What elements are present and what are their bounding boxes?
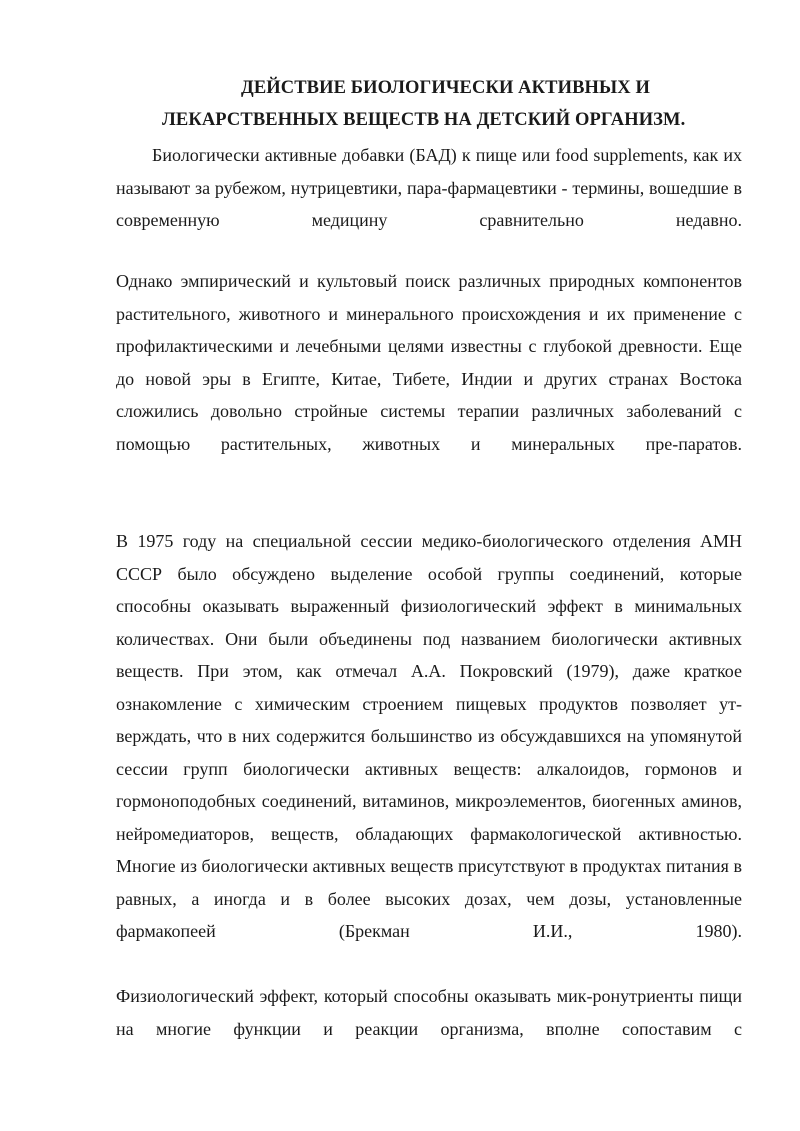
paragraph-physiological-effect: Физиологический эффект, который способны оказывать мик-ронутриенты пищи на многие функции и реакции организма, вполне сопоставим с xyxy=(116,986,742,1039)
document-title-line-2: ЛЕКАРСТВЕННЫХ ВЕЩЕСТВ НА ДЕТСКИЙ ОРГАНИЗМ. xyxy=(162,110,686,130)
paragraph-history: Однако эмпирический и культовый поиск различных природных компонентов растительного, животного и минерального происхождения и их применение с профилактическими и лечебными целями известны с глубокой древности. Еще до новой эры в Египте, Китае, Тибете, Индии и других странах Востока сложились довольно стройные системы терапии различных заболеваний с помощью растительных, животных и минеральных пре-паратов. xyxy=(116,271,742,454)
paragraph-intro: Биологически активные добавки (БАД) к пище или food supplements, как их называют за рубежом, нутрицевтики, пара-фармацевтики - термины, вошедшие в современную медицину сравнительно недавно. xyxy=(116,145,742,230)
document-title-line-1: ДЕЙСТВИЕ БИОЛОГИЧЕСКИ АКТИВНЫХ И xyxy=(241,78,650,98)
paragraph-1975-session: В 1975 году на специальной сессии медико-биологического отделения АМН СССР было обсуждено выделение особой группы соединений, которые способны оказывать выраженный физиологический эффект в минимальных количествах. Они были объединены под названием биологически активных веществ. При этом, как отмечал А.А. Покровский (1979), даже краткое ознакомление с химическим строением пищевых продуктов позволяет ут-верждать, что в них содержится большинство из обсуждавшихся на упомянутой сессии групп биологически активных веществ: алкалоидов, гормонов и гормоноподобных соединений, витаминов, микроэлементов, биогенных аминов, нейромедиаторов, веществ, обладающих фармакологической активностью. Многие из биологически активных веществ присутствуют в продуктах питания в равных, а иногда и в более высоких дозах, чем дозы, установленные фармакопеей (Брекман И.И., 1980). xyxy=(116,531,742,941)
